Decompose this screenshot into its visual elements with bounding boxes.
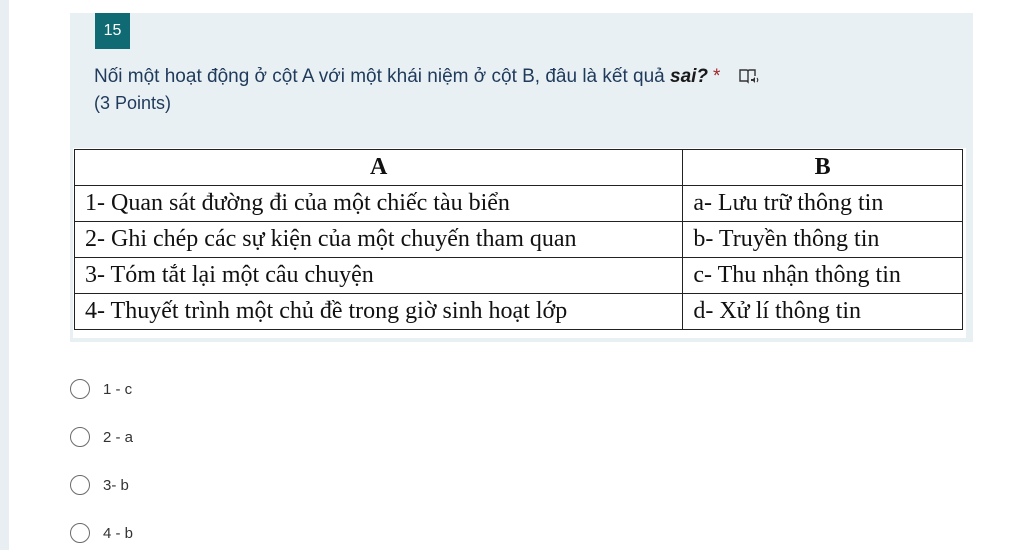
column-a-header: A xyxy=(75,150,683,186)
answer-options xyxy=(70,365,133,557)
left-rail xyxy=(0,0,9,550)
table-row xyxy=(75,294,963,330)
table-cell: d- Xử lí thông tin xyxy=(683,294,963,330)
table-cell: c- Thu nhận thông tin xyxy=(683,258,963,294)
table-cell: 2- Ghi chép các sự kiện của một chuyến tham quan xyxy=(75,222,683,258)
table-row xyxy=(75,186,963,222)
option-label: 2 - a xyxy=(103,428,134,446)
immersive-reader-icon[interactable] xyxy=(738,67,760,85)
option-label: 1 - c xyxy=(103,380,133,398)
question-points: (3 Points) xyxy=(94,93,172,113)
option-2[interactable] xyxy=(70,413,133,461)
radio-button[interactable] xyxy=(70,379,90,399)
question-number: 15 xyxy=(95,13,130,49)
matching-table xyxy=(74,149,963,330)
radio-button[interactable] xyxy=(70,475,90,495)
table-cell: 3- Tóm tắt lại một câu chuyện xyxy=(75,258,683,294)
column-b-header: B xyxy=(683,150,963,186)
question-image xyxy=(73,148,966,338)
option-3[interactable] xyxy=(70,461,133,509)
table-cell: 1- Quan sát đường đi của một chiếc tàu biển xyxy=(75,186,683,222)
question-text xyxy=(94,66,760,88)
question-emphasis: sai? xyxy=(670,66,709,87)
table-row xyxy=(75,222,963,258)
table-cell: a- Lưu trữ thông tin xyxy=(683,186,963,222)
option-label: 4 - b xyxy=(103,524,134,542)
radio-button[interactable] xyxy=(70,427,90,447)
question-card xyxy=(70,13,973,342)
required-mark: * xyxy=(713,66,721,87)
table-cell: 4- Thuyết trình một chủ đề trong giờ sinh hoạt lớp xyxy=(75,294,683,330)
option-1[interactable] xyxy=(70,365,133,413)
table-cell: b- Truyền thông tin xyxy=(683,222,963,258)
table-row xyxy=(75,258,963,294)
radio-button[interactable] xyxy=(70,523,90,543)
table-header-row xyxy=(75,150,963,186)
option-label: 3- b xyxy=(103,476,129,494)
question-prompt: Nối một hoạt động ở cột A với một khái niệm ở cột B, đâu là kết quả xyxy=(94,66,671,87)
